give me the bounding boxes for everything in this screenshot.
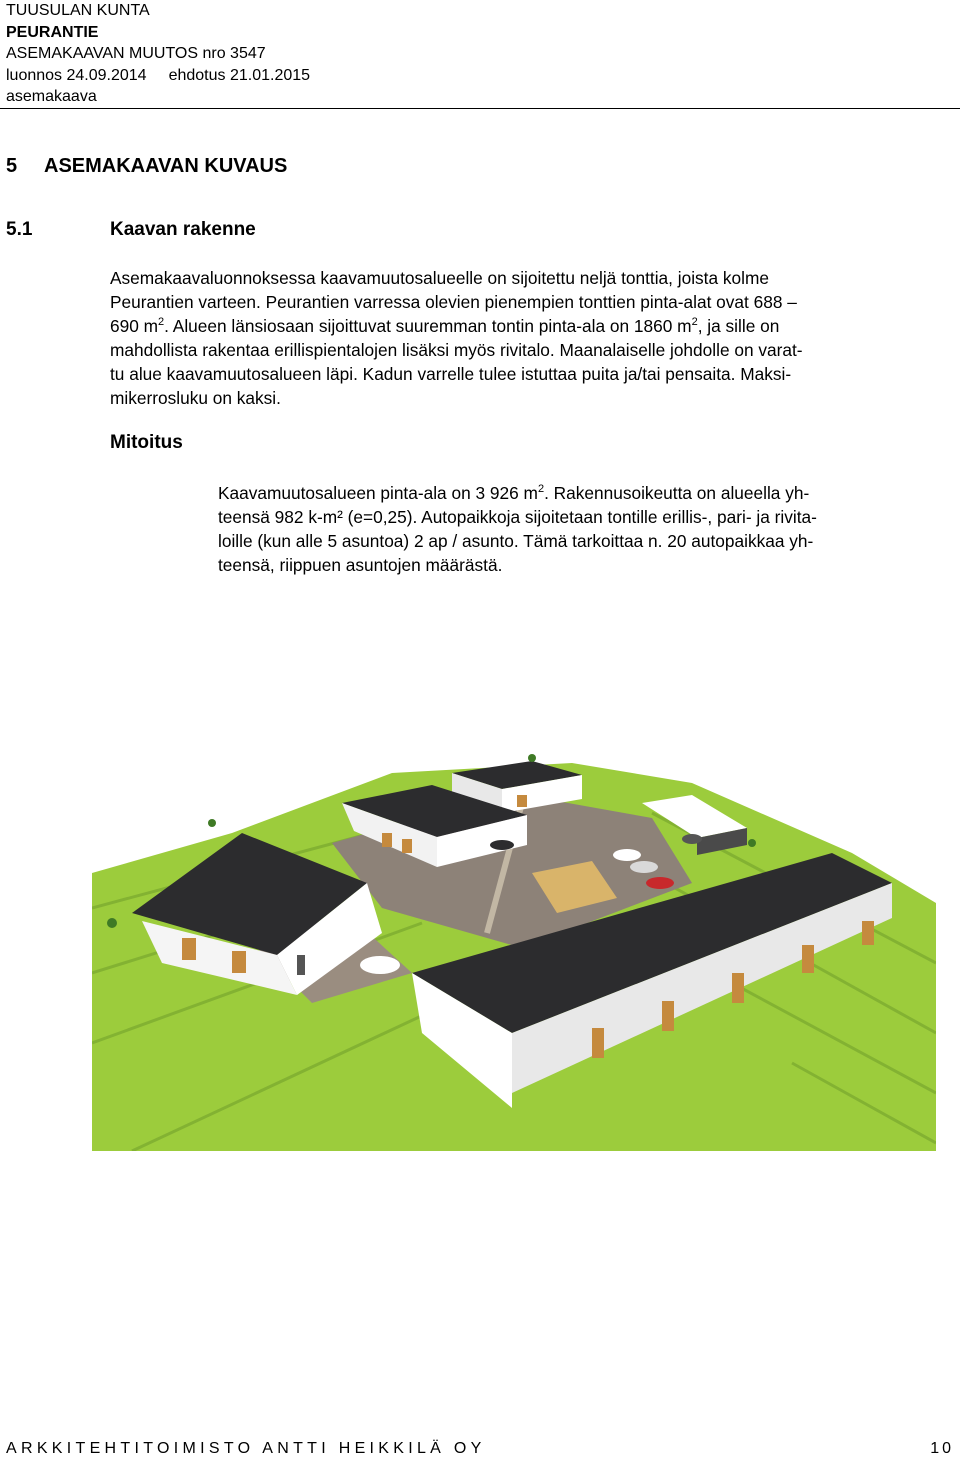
project-name: PEURANTIE xyxy=(6,23,99,41)
mitoitus-paragraph xyxy=(218,481,940,577)
draft-date: luonnos 24.09.2014 xyxy=(6,66,147,84)
section-number: 5 xyxy=(6,155,18,177)
paragraph-line: mahdollista rakentaa erillispientalojen lisäksi myös rivitalo. Maanalaiselle johdolle on varat- xyxy=(110,340,803,360)
paragraph-line: Kaavamuutosalueen pinta-ala on 3 926 $m^2$. Rakennusoikeutta on alueella yh- xyxy=(218,483,810,503)
paragraph-line: teensä, riippuen asuntojen määrästä. xyxy=(218,555,503,575)
page-number: 10 xyxy=(930,1440,954,1457)
subsection-heading xyxy=(6,219,256,241)
paragraph-line: tu alue kaavamuutosalueen läpi. Kadun varrelle tulee istuttaa puita ja/tai pensaita. Maksi- xyxy=(110,364,792,384)
document-type: asemakaava xyxy=(6,88,97,105)
mitoitus-heading: Mitoitus xyxy=(110,432,183,453)
subsection-number: 5.1 xyxy=(6,219,33,240)
section-heading xyxy=(6,155,287,178)
structure-paragraph xyxy=(110,266,940,410)
paragraph-line: loille (kun alle 5 asuntoa) 2 ap / asunto. Tämä tarkoittaa n. 20 autopaikkaa yh- xyxy=(218,531,814,551)
header-divider xyxy=(0,108,960,109)
paragraph-line: teensä 982 k-m² (e=0,25). Autopaikkoja sijoitetaan tontille erillis-, pari- ja rivita- xyxy=(218,507,817,527)
document-header xyxy=(6,0,310,108)
proposal-date: ehdotus 21.01.2015 xyxy=(168,66,311,84)
paragraph-line: mikerrosluku on kaksi. xyxy=(110,388,281,408)
subsection-title: Kaavan rakenne xyxy=(110,219,256,240)
paragraph-line: Peurantien varteen. Peurantien varressa olevien pienempien tonttien pinta-alat ovat 688 – xyxy=(110,292,797,312)
section-title: ASEMAKAAVAN KUVAUS xyxy=(44,155,288,177)
plan-number: ASEMAKAAVAN MUUTOS nro 3547 xyxy=(6,45,266,62)
site-rendering-image xyxy=(92,733,936,1151)
municipality: TUUSULAN KUNTA xyxy=(6,2,150,19)
office-name: ARKKITEHTITOIMISTO ANTTI HEIKKILÄ OY xyxy=(6,1440,486,1457)
plan-dates xyxy=(6,65,310,87)
paragraph-line: Asemakaavaluonnoksessa kaavamuutosalueelle on sijoitettu neljä tonttia, joista kolme xyxy=(110,268,769,288)
paragraph-line: 690 $m^2$. Alueen länsiosaan sijoittuvat suuremman tontin pinta-ala on 1860 $m^2$, ja sille on xyxy=(110,316,780,336)
